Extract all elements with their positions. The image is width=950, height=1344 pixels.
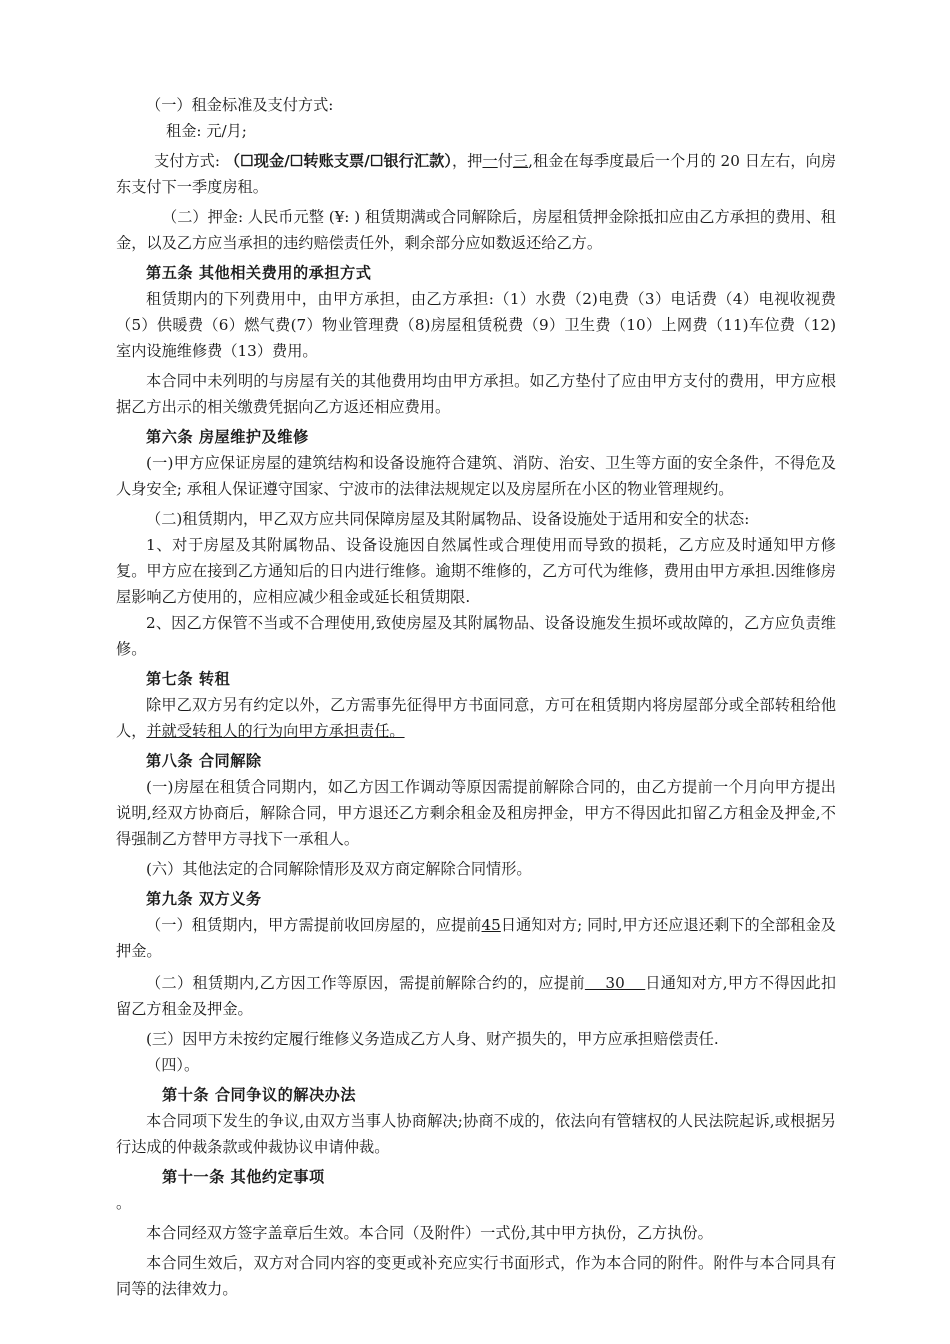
article-10-title: 第十条 合同争议的解决办法 (162, 1086, 357, 1104)
article-8-clause-1: (一)房屋在租赁合同期内，如乙方因工作调动等原因需提前解除合同的，由乙方提前一个月向甲方提出说明,经双方协商后，解除合同，甲方退还乙方剩余租金及租房押金，甲方不得因此扣留乙方租金及押金,不得强制乙方替甲方寻找下一承租人。 (116, 778, 836, 848)
article-8-title: 第八条 合同解除 (146, 752, 262, 770)
article-6-clause-1: (一)甲方应保证房屋的建筑结构和设备设施符合建筑、消防、治安、卫生等方面的安全条件，不得危及人身安全; 承租人保证遵守国家、宁波市的法律法规规定以及房屋所在小区的物业管理规约。 (116, 454, 836, 498)
article-11-title: 第十一条 其他约定事项 (162, 1168, 325, 1186)
article-11-effect: 本合同经双方签字盖章后生效。本合同（及附件）一式份,其中甲方执份，乙方执份。 (146, 1224, 713, 1242)
deposit-clause: （二）押金: 人民币元整 (¥: ) 租赁期满或合同解除后，房屋租赁押金除抵扣应由乙方承担的费用、租金，以及乙方应当承担的违约赔偿责任外，剩余部分应如数返还给乙方。 (116, 208, 836, 252)
contract-page (116, 92, 836, 1302)
article-5-title: 第五条 其他相关费用的承担方式 (146, 264, 372, 282)
notice-days-landlord: 45 (481, 916, 501, 934)
article-9-clause-2: （二）租赁期内,乙方因工作等原因，需提前解除合约的，应提前 30 日通知对方,甲方不得因此扣留乙方租金及押金。 (116, 974, 837, 1018)
article-9-clause-1: （一）租赁期内，甲方需提前收回房屋的，应提前45日通知对方; 同时,甲方还应退还剩下的全部租金及押金。 (116, 916, 836, 960)
article-11-placeholder-dot: 。 (116, 1194, 132, 1212)
article-5-other-fees: 本合同中未列明的与房屋有关的其他费用均由甲方承担。如乙方垫付了应由甲方支付的费用，甲方应根据乙方出示的相关缴费凭据向乙方返还相应费用。 (116, 372, 836, 416)
payment-method: 支付方式: （☐现金/☐转账支票/☐银行汇款），押一付三,租金在每季度最后一个月的 20 日左右，向房东支付下一季度房租。 (116, 152, 837, 196)
payment-options: （☐现金/☐转账支票/☐银行汇款） (224, 152, 452, 170)
article-6-item-2: 2、因乙方保管不当或不合理使用,致使房屋及其附属物品、设备设施发生损坏或故障的，乙方应负责维修。 (116, 614, 836, 658)
article-7-clause: 除甲乙双方另有约定以外，乙方需事先征得甲方书面同意，方可在租赁期内将房屋部分或全部转租给他人，并就受转租人的行为向甲方承担责任。 (116, 696, 836, 740)
article-9-clause-4: （四）。 (146, 1056, 200, 1074)
article-10-clause: 本合同项下发生的争议,由双方当事人协商解决;协商不成的，依法向有管辖权的人民法院起诉,或根据另行达成的仲裁条款或仲裁协议申请仲裁。 (116, 1112, 836, 1156)
article-6-title: 第六条 房屋维护及维修 (146, 428, 309, 446)
rent-standard-heading: （一）租金标准及支付方式: (146, 96, 334, 114)
article-5-fees: 租赁期内的下列费用中，由甲方承担，由乙方承担:（1）水费（2)电费（3）电话费（4）电视收视费（5）供暖费（6）燃气费(7）物业管理费（8)房屋租赁税费（9）卫生费（10）上网费（11)车位费（12)室内设施维修费（13）费用。 (116, 290, 836, 360)
article-7-title: 第七条 转租 (146, 670, 231, 688)
article-6-item-1: 1、对于房屋及其附属物品、设备设施因自然属性或合理使用而导致的损耗，乙方应及时通知甲方修复。甲方应在接到乙方通知后的日内进行维修。逾期不维修的，乙方可代为维修，费用由甲方承担.因维修房屋影响乙方使用的，应相应减少租金或延长租赁期限. (116, 536, 836, 606)
article-9-clause-3: (三）因甲方未按约定履行维修义务造成乙方人身、财产损失的，甲方应承担赔偿责任. (146, 1030, 719, 1048)
article-6-clause-2: （二)租赁期内，甲乙双方应共同保障房屋及其附属物品、设备设施处于适用和安全的状态: (146, 510, 750, 528)
notice-days-tenant: 30 (584, 974, 646, 992)
article-8-clause-6: (六）其他法定的合同解除情形及双方商定解除合同情形。 (146, 860, 532, 878)
rent-amount: 租金: 元/月; (166, 122, 247, 140)
article-9-title: 第九条 双方义务 (146, 890, 262, 908)
sublease-liability-underlined: 并就受转租人的行为向甲方承担责任。 (146, 722, 405, 740)
article-11-amendments: 本合同生效后，双方对合同内容的变更或补充应实行书面形式，作为本合同的附件。附件与本合同具有同等的法律效力。 (116, 1254, 836, 1298)
